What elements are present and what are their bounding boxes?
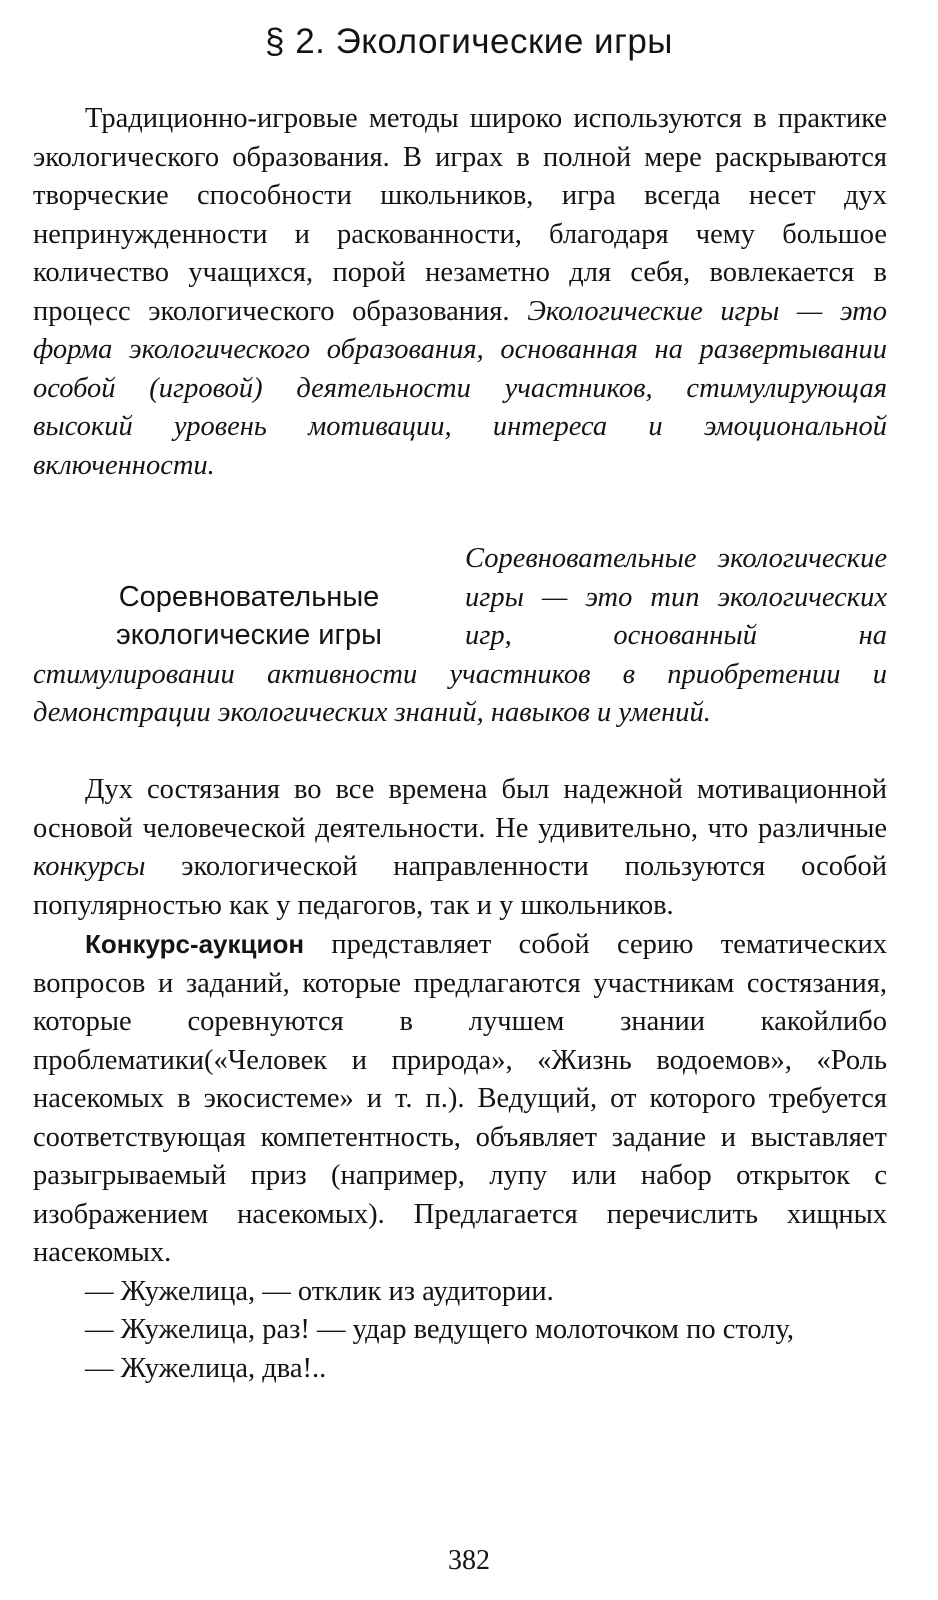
spirit-text-after: экологической направленности пользуются особой популярностью как у педагогов, так и у школьников. <box>33 851 887 921</box>
eco-games-definition: Экологические игры — это форма экологического образования, основанная на развертывании особой (игровой) деятельности участников, стимулирующая высокий уровень мотивации, интереса и эмоциональной включенности. <box>33 295 887 481</box>
spirit-text-before: Дух состязания во все времена был надежной мотивационной основой человеческой деятельности. Не удивительно, что различные <box>33 774 887 844</box>
side-heading-line2: экологические игры <box>115 619 382 651</box>
side-heading-block <box>33 540 887 733</box>
auction-text: представляет собой серию тематических вопросов и заданий, которые предлагаются участникам состязания, которые соревнуются в лучшем знании какойлибо проблематики(«Человек и природа», «Жизнь водоемов», «Роль насекомых в экосистеме» и т. п.). Ведущий, от которого требуется соответствующая компетентность, объявляет задание и выставляет разыгрываемый приз (например, лупу или набор открыток с изображением насекомых). Предлагается перечислить хищных насекомых. <box>33 929 887 1268</box>
page-number: 382 <box>448 1545 490 1576</box>
dialogue-line-3: — Жужелица, два!.. <box>85 1352 327 1384</box>
dialogue-line-1: — Жужелица, — отклик из аудитории. <box>85 1275 554 1307</box>
paragraph-auction <box>33 925 887 1273</box>
contests-italic: конкурсы <box>33 851 146 882</box>
auction-term: Конкурс-аукцион <box>85 929 305 959</box>
section-title: § 2. Экологические игры <box>265 22 673 61</box>
body-text <box>33 771 887 1388</box>
intro-paragraph-block <box>33 100 887 485</box>
paragraph-spirit <box>33 771 887 925</box>
side-heading-line1: Соревновательные <box>118 581 380 613</box>
intro-paragraph <box>33 100 887 485</box>
intro-text: Традиционно-игровые методы широко используются в практике экологического образования. В играх в полной мере раскрываются творческие способности школьников, игра всегда несет дух непринужденности и раскованности, благодаря чему большое количество учащихся, порой незаметно для себя, вовлекается в процесс экологического образования. <box>33 103 887 327</box>
competitive-games-definition: Соревновательные экологические игры — это тип экологических игр, основанный на стимулировании активности участников в приобретении и демонстрации экологических знаний, навыков и умений. <box>33 543 887 728</box>
dialogue-line-2: — Жужелица, раз! — удар ведущего молоточком по столу, <box>85 1314 795 1345</box>
side-heading <box>33 578 465 654</box>
